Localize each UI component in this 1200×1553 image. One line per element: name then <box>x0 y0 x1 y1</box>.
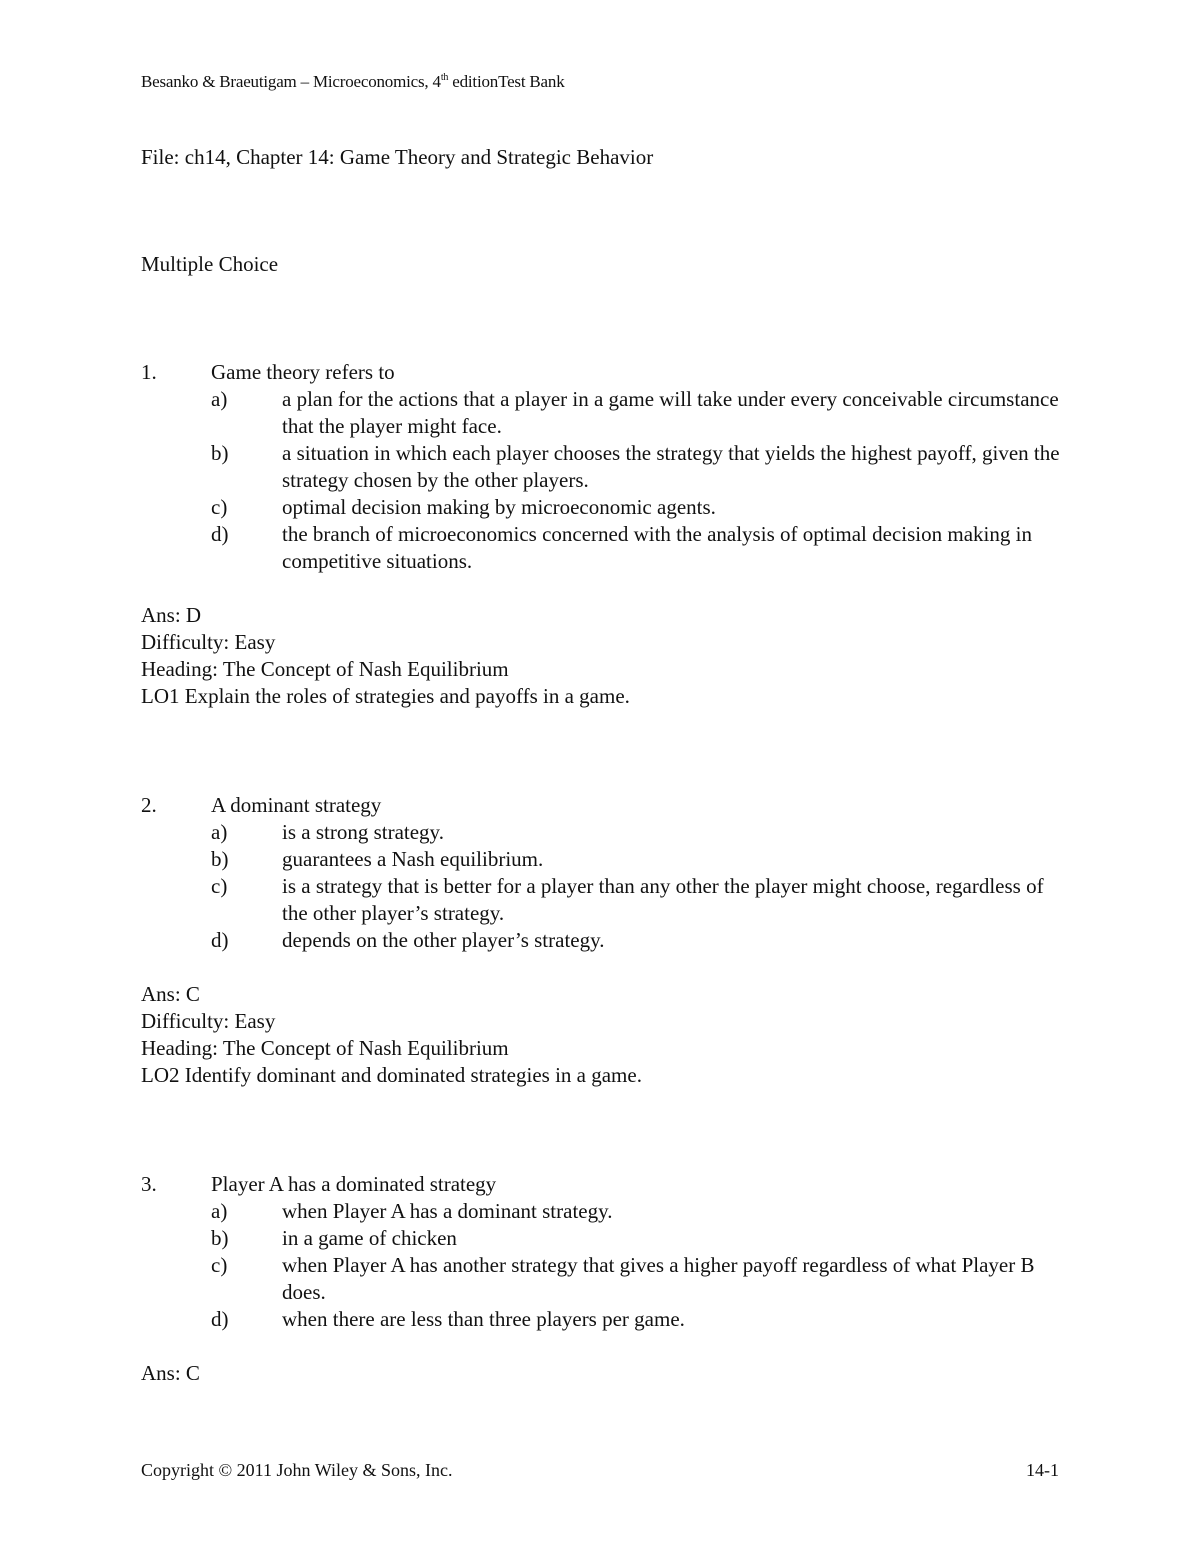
question-stem: Player A has a dominated strategy <box>211 1172 497 1196</box>
option-letter: b) <box>211 847 229 871</box>
option-c <box>211 494 1061 521</box>
answer: Ans: D <box>141 603 202 627</box>
answer: Ans: C <box>141 1361 200 1385</box>
header-text-end: editionTest Bank <box>448 72 565 91</box>
option-text: when there are less than three players per game. <box>282 1307 685 1331</box>
option-letter: c) <box>211 495 228 519</box>
option-d <box>211 1306 1061 1333</box>
option-c <box>211 1252 1061 1306</box>
question-stem: Game theory refers to <box>211 360 395 384</box>
option-a <box>211 386 1061 440</box>
option-b <box>211 846 1061 873</box>
option-a <box>211 1198 1061 1225</box>
file-line: File: ch14, Chapter 14: Game Theory and Strategic Behavior <box>141 145 654 169</box>
question-3 <box>141 1171 1061 1387</box>
option-letter: a) <box>211 820 228 844</box>
option-letter: d) <box>211 928 229 952</box>
heading: Heading: The Concept of Nash Equilibrium <box>141 657 509 681</box>
question-number: 2. <box>141 793 157 817</box>
running-header <box>141 72 565 92</box>
header-text: Besanko & Braeutigam – Microeconomics, 4 <box>141 72 441 91</box>
question-number: 1. <box>141 360 157 384</box>
option-text: a plan for the actions that a player in a game will take under every conceivable circumstance that the player might face. <box>282 387 1059 438</box>
question-meta <box>141 981 1061 1089</box>
copyright-text: Copyright © 2011 John Wiley & Sons, Inc. <box>141 1460 453 1480</box>
option-text: when Player A has another strategy that gives a higher payoff regardless of what Player B does. <box>282 1253 1035 1304</box>
option-text: is a strong strategy. <box>282 820 444 844</box>
option-text: guarantees a Nash equilibrium. <box>282 847 544 871</box>
option-text: optimal decision making by microeconomic agents. <box>282 495 716 519</box>
option-text: the branch of microeconomics concerned with the analysis of optimal decision making in competitive situations. <box>282 522 1032 573</box>
option-letter: b) <box>211 441 229 465</box>
option-letter: d) <box>211 1307 229 1331</box>
option-letter: a) <box>211 387 228 411</box>
question-meta <box>141 602 1061 710</box>
option-b <box>211 440 1061 494</box>
option-letter: c) <box>211 1253 228 1277</box>
question-number: 3. <box>141 1172 157 1196</box>
answer: Ans: C <box>141 982 200 1006</box>
option-b <box>211 1225 1061 1252</box>
question-1 <box>141 359 1061 710</box>
option-letter: a) <box>211 1199 228 1223</box>
page-footer <box>141 1460 1059 1481</box>
option-a <box>211 819 1061 846</box>
header-superscript: th <box>440 72 449 83</box>
option-text: in a game of chicken <box>282 1226 457 1250</box>
section-title: Multiple Choice <box>141 252 279 276</box>
option-d <box>211 927 1061 954</box>
page-number: 14-1 <box>1026 1460 1059 1480</box>
question-meta <box>141 1360 1061 1387</box>
option-text: is a strategy that is better for a player than any other the player might choose, regardless of the other player’s strategy. <box>282 874 1044 925</box>
learning-objective: LO2 Identify dominant and dominated strategies in a game. <box>141 1063 642 1087</box>
option-text: depends on the other player’s strategy. <box>282 928 605 952</box>
difficulty: Difficulty: Easy <box>141 1009 276 1033</box>
question-2 <box>141 792 1061 1089</box>
difficulty: Difficulty: Easy <box>141 630 276 654</box>
option-d <box>211 521 1061 575</box>
option-letter: d) <box>211 522 229 546</box>
heading: Heading: The Concept of Nash Equilibrium <box>141 1036 509 1060</box>
question-stem: A dominant strategy <box>211 793 382 817</box>
learning-objective: LO1 Explain the roles of strategies and payoffs in a game. <box>141 684 630 708</box>
option-letter: c) <box>211 874 228 898</box>
option-text: a situation in which each player chooses the strategy that yields the highest payoff, given the strategy chosen by the other players. <box>282 441 1060 492</box>
option-c <box>211 873 1061 927</box>
option-letter: b) <box>211 1226 229 1250</box>
option-text: when Player A has a dominant strategy. <box>282 1199 613 1223</box>
